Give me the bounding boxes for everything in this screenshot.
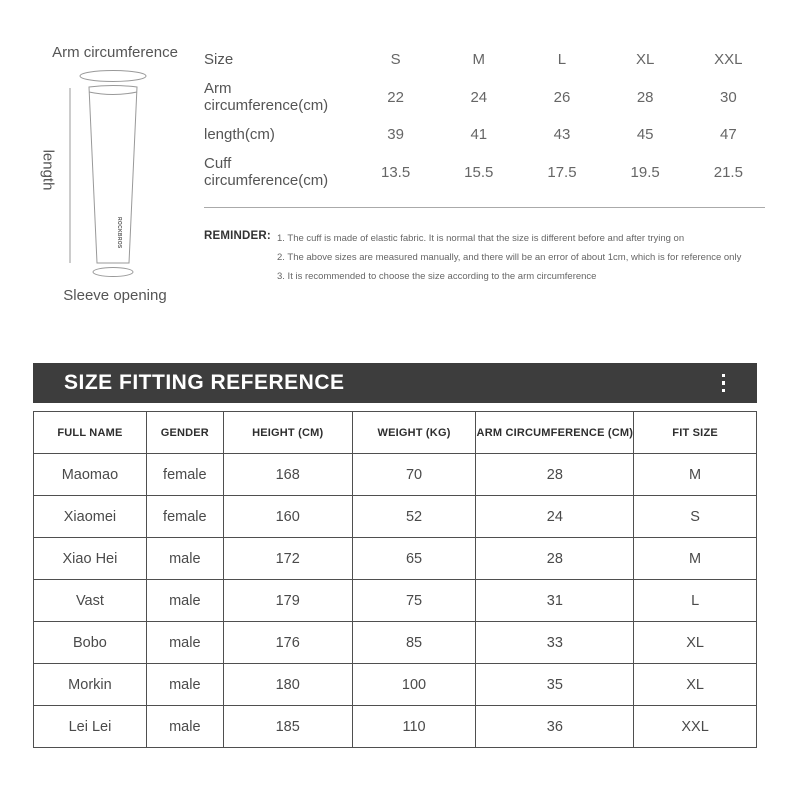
table-row [34, 454, 757, 496]
cell-fit-size: L [634, 580, 757, 622]
col-gender: GENDER [146, 412, 223, 454]
cell-height: 160 [223, 496, 352, 538]
spec-value: 22 [387, 88, 404, 106]
spec-row-label: length(cm) [204, 126, 275, 144]
reminder-section [204, 229, 779, 286]
col-full-name: FULL NAME [34, 412, 147, 454]
spec-value: 15.5 [464, 163, 494, 181]
cell-gender: male [146, 664, 223, 706]
size-col-s: S [390, 51, 401, 69]
size-col-xxl: XXL [714, 51, 743, 69]
cell-weight: 75 [352, 580, 476, 622]
cell-arm: 28 [476, 454, 634, 496]
cell-weight: 85 [352, 622, 476, 664]
cell-full-name: Bobo [34, 622, 147, 664]
fitting-reference-table [33, 411, 757, 748]
cell-gender: male [146, 538, 223, 580]
cell-weight: 52 [352, 496, 476, 538]
brand-text: ROCKBROS [116, 217, 122, 249]
cell-gender: female [146, 454, 223, 496]
spec-value: 19.5 [630, 163, 660, 181]
spec-value: 41 [470, 126, 488, 144]
spec-value: 26 [553, 88, 571, 106]
cell-weight: 65 [352, 538, 476, 580]
cell-fit-size: XL [634, 664, 757, 706]
cell-weight: 110 [352, 706, 476, 748]
cell-arm: 31 [476, 580, 634, 622]
spec-row-label: Cuff circumference(cm) [204, 155, 329, 190]
cell-fit-size: S [634, 496, 757, 538]
sleeve-opening-label: Sleeve opening [63, 287, 167, 304]
cell-full-name: Maomao [34, 454, 147, 496]
cell-fit-size: M [634, 538, 757, 580]
cell-height: 172 [223, 538, 352, 580]
cell-arm: 33 [476, 622, 634, 664]
cell-full-name: Xiaomei [34, 496, 147, 538]
reminder-items [277, 229, 779, 286]
arm-circumference-label: Arm circumference [52, 44, 178, 61]
cell-arm: 35 [476, 664, 634, 706]
cell-height: 176 [223, 622, 352, 664]
col-weight: WEIGHT (KG) [352, 412, 476, 454]
spec-value: 21.5 [713, 163, 743, 181]
cell-full-name: Morkin [34, 664, 147, 706]
size-spec-table [204, 41, 770, 191]
cell-full-name: Vast [34, 580, 147, 622]
cell-height: 179 [223, 580, 352, 622]
cell-fit-size: XL [634, 622, 757, 664]
size-header-label: Size [204, 51, 234, 69]
table-row [34, 622, 757, 664]
spec-row-label: Arm circumference(cm) [204, 80, 329, 115]
spec-value: 24 [470, 88, 488, 106]
table-row [34, 706, 757, 748]
length-label: length [39, 149, 57, 191]
sleeve-opening-ellipse [93, 268, 133, 277]
spec-value: 47 [720, 126, 737, 144]
cell-arm: 36 [476, 706, 634, 748]
cell-gender: male [146, 622, 223, 664]
cell-full-name: Lei Lei [34, 706, 147, 748]
col-height: HEIGHT (CM) [223, 412, 352, 454]
spec-value: 39 [387, 126, 404, 144]
cell-fit-size: M [634, 454, 757, 496]
cell-fit-size: XXL [634, 706, 757, 748]
spec-value: 45 [636, 126, 654, 144]
fitting-reference-header-bar [33, 363, 757, 403]
reminder-item-2: 2. The above sizes are measured manually, and there will be an error of about 1cm, which is for reference only [277, 252, 742, 263]
size-col-xl: XL [635, 51, 655, 69]
cell-gender: male [146, 706, 223, 748]
reminder-item-1: 1. The cuff is made of elastic fabric. It is normal that the size is different before and after trying on [277, 233, 685, 244]
table-row [34, 580, 757, 622]
spec-value: 30 [720, 88, 737, 106]
cell-height: 180 [223, 664, 352, 706]
sleeve-outline [89, 86, 137, 264]
size-col-m: M [472, 51, 486, 69]
spec-value: 17.5 [547, 163, 577, 181]
spec-value: 28 [636, 88, 654, 106]
cell-height: 168 [223, 454, 352, 496]
cell-full-name: Xiao Hei [34, 538, 147, 580]
cell-weight: 70 [352, 454, 476, 496]
spec-value: 43 [553, 126, 571, 144]
cell-gender: male [146, 580, 223, 622]
table-row [34, 664, 757, 706]
col-arm-circumference: ARM CIRCUMFERENCE (CM) [476, 412, 634, 454]
sleeve-top-seam [89, 92, 137, 95]
col-fit-size: FIT SIZE [634, 412, 757, 454]
cell-arm: 28 [476, 538, 634, 580]
table-header-row [34, 412, 757, 454]
table-row [34, 496, 757, 538]
kebab-menu-icon[interactable] [718, 370, 730, 397]
table-row [34, 538, 757, 580]
divider-line [204, 207, 765, 208]
fitting-reference-title: SIZE FITTING REFERENCE [64, 371, 345, 394]
cell-height: 185 [223, 706, 352, 748]
arm-circumference-ellipse [80, 71, 146, 82]
cell-gender: female [146, 496, 223, 538]
reminder-item-3: 3. It is recommended to choose the size according to the arm circumference [277, 271, 597, 282]
size-col-l: L [557, 51, 567, 69]
cell-arm: 24 [476, 496, 634, 538]
reminder-label: REMINDER: [204, 230, 271, 242]
spec-value: 13.5 [380, 163, 411, 181]
cell-weight: 100 [352, 664, 476, 706]
